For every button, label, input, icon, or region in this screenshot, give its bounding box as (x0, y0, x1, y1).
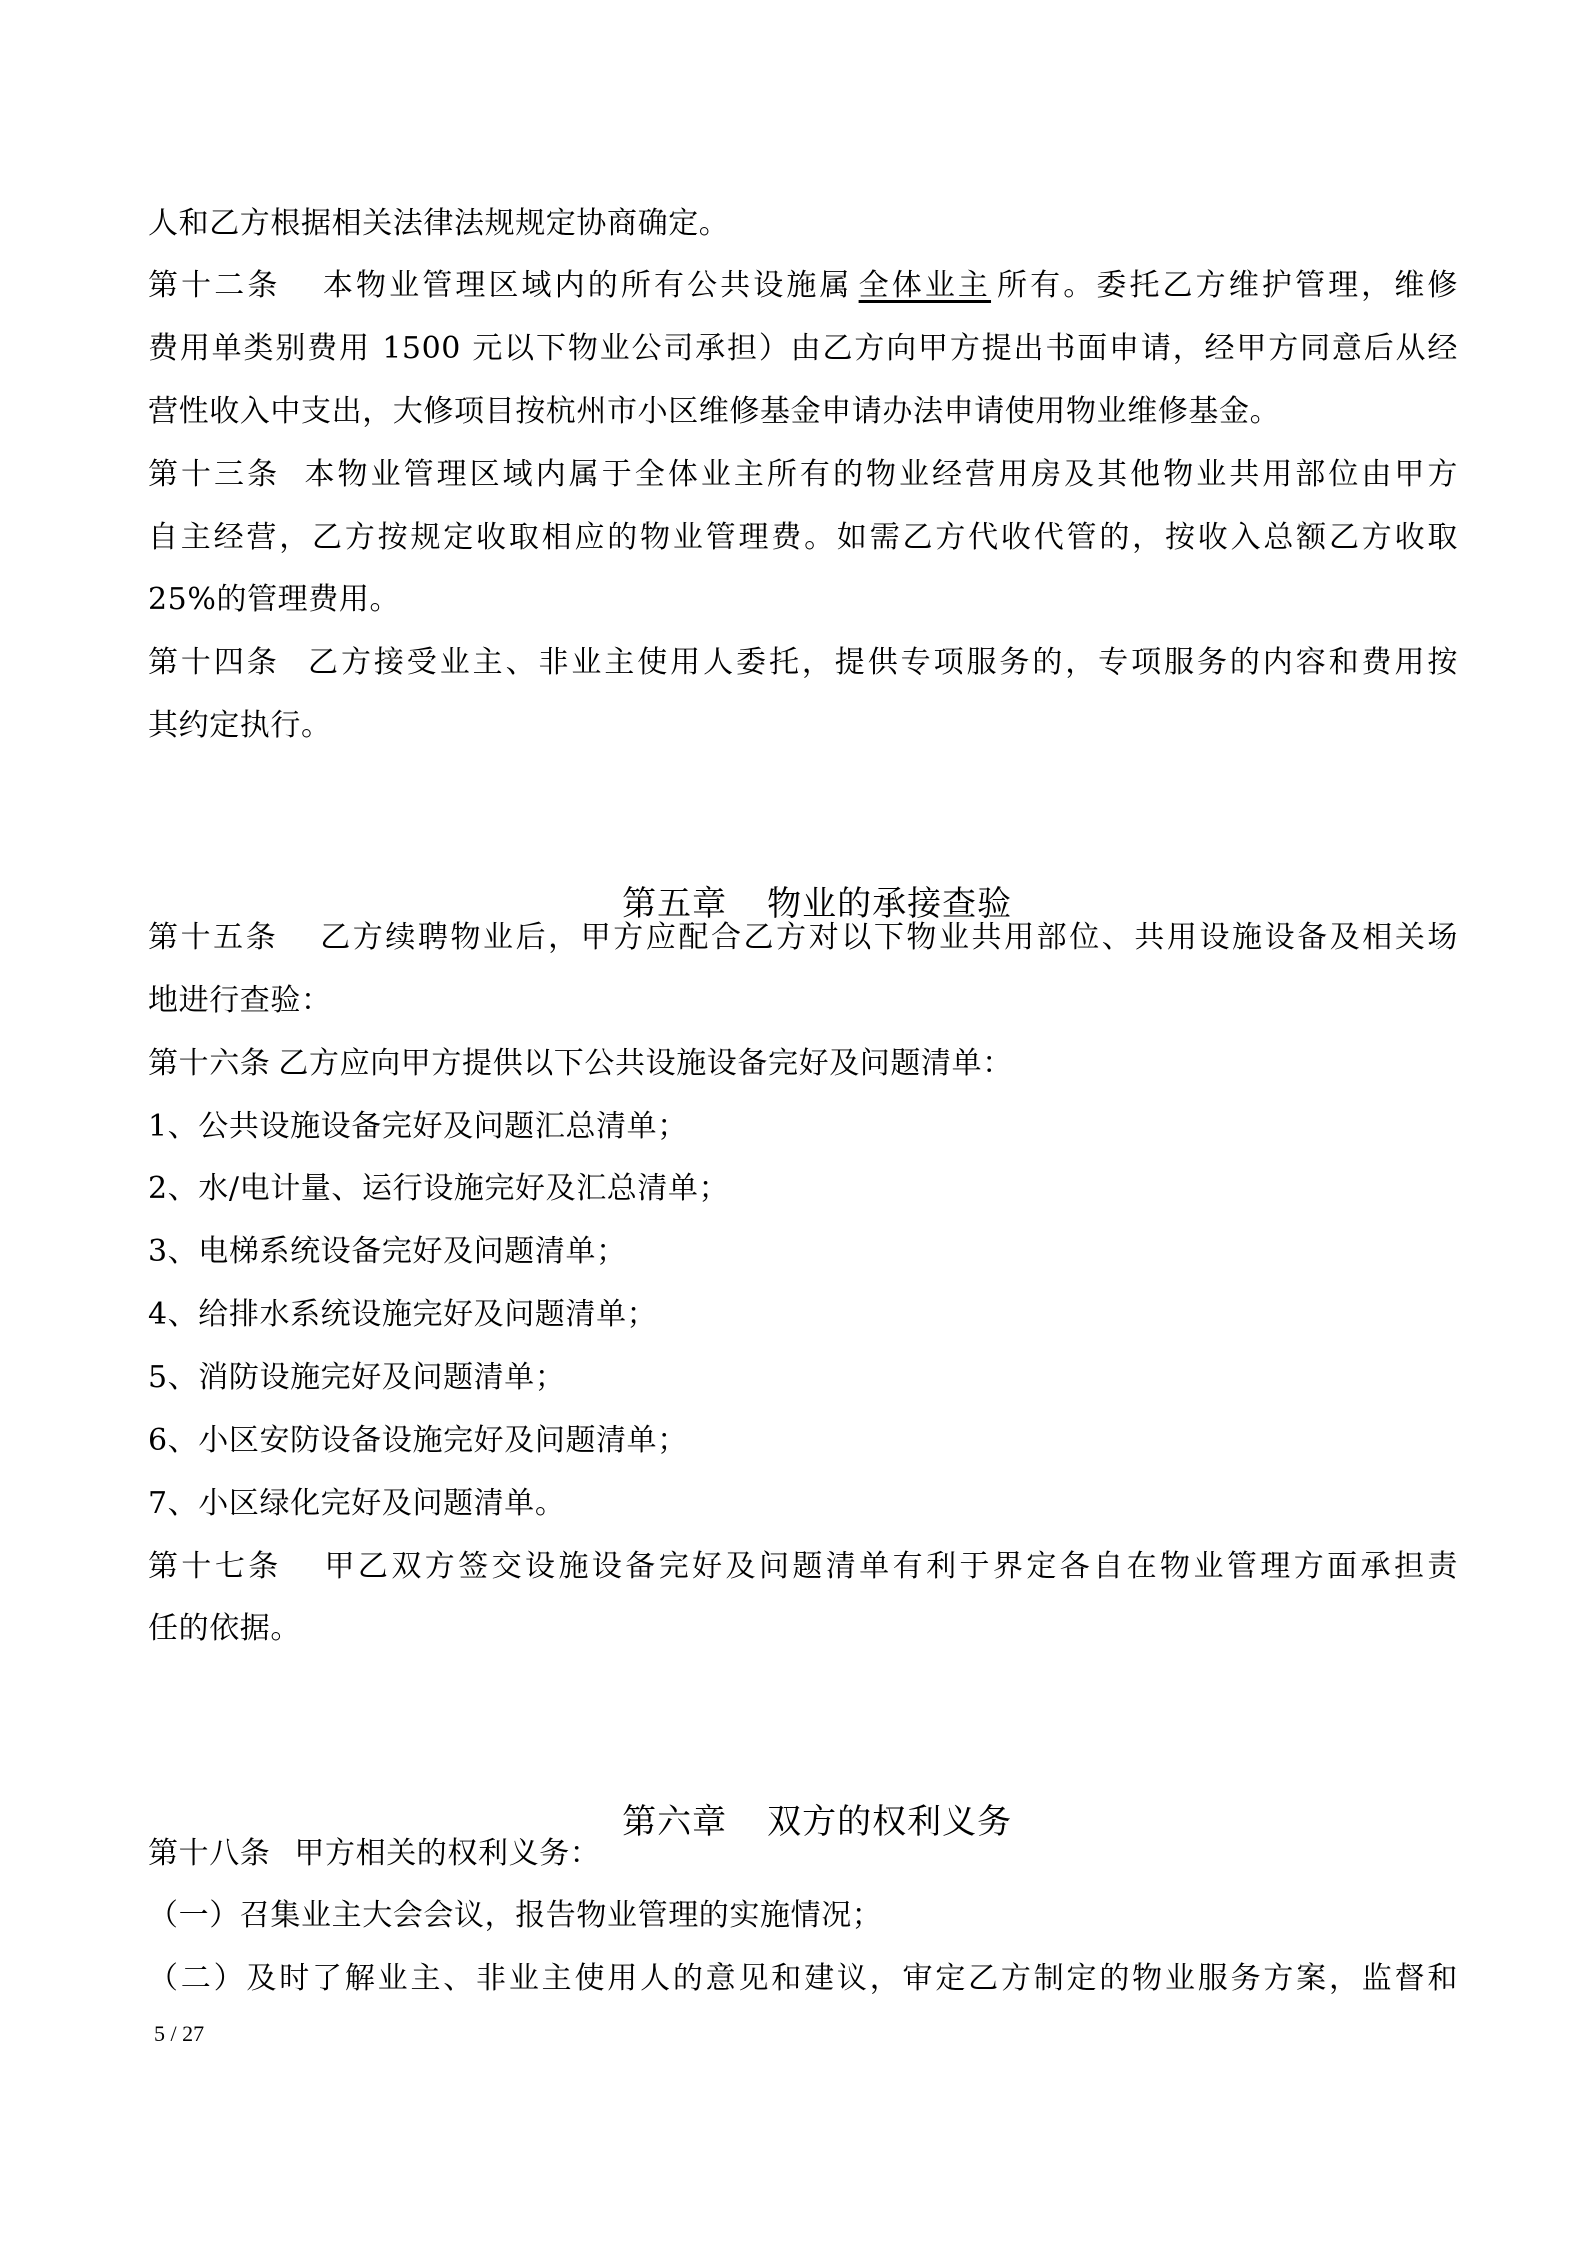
article-17-line-2: 任的依据。 (148, 1611, 301, 1646)
paragraph-continuation (148, 204, 1458, 244)
chapter-number: 第六章 (622, 1802, 728, 1842)
article-15-line-1 (148, 918, 1458, 958)
article-13-line-2: 自主经营，乙方按规定收取相应的物业管理费。如需乙方代收代管的，按收入总额乙方收取 (148, 520, 1458, 555)
chapter-title: 物业的承接查验 (767, 884, 1013, 924)
article-12-line-3: 营性收入中支出，大修项目按杭州市小区维修基金申请办法申请使用物业维修基金。 (148, 394, 1281, 429)
article-label: 第十七条 (148, 1549, 282, 1584)
article-16-line-1 (148, 1044, 1458, 1084)
article-label: 第十八条 (148, 1836, 271, 1871)
text-segment: 乙方应向甲方提供以下公共设施设备完好及问题清单： (278, 1046, 1013, 1081)
page-number: 5 / 27 (154, 2021, 205, 2046)
article-label: 第十三条 (148, 457, 281, 492)
text-segment: 本物业管理区域内属于全体业主所有的物业经营用房及其他物业共用部位由甲方 (302, 457, 1458, 492)
sub-clause: （一）召集业主大会会议，报告物业管理的实施情况； (148, 1898, 883, 1933)
article-label: 第十五条 (148, 920, 279, 955)
article-15-line-2: 地进行查验： (148, 983, 332, 1018)
article-13-line-3: 25%的管理费用。 (148, 582, 401, 617)
article-label: 第十二条 (148, 268, 281, 303)
article-14-line-1 (148, 643, 1458, 683)
text-segment: 乙方接受业主、非业主使用人委托，提供专项服务的，专项服务的内容和费用按 (305, 645, 1459, 680)
text-segment: 本物业管理区域内的所有公共设施属 (320, 268, 853, 303)
article-label: 第十六条 (148, 1046, 271, 1081)
text-line: 人和乙方根据相关法律法规规定协商确定。 (148, 206, 730, 241)
article-label: 第十四条 (148, 645, 280, 680)
chapter-number: 第五章 (622, 884, 728, 924)
list-item: 6、小区安防设备设施完好及问题清单； (148, 1423, 688, 1458)
article-17-line-1 (148, 1547, 1458, 1587)
list-item: 2、水/电计量、运行设施完好及汇总清单； (148, 1171, 730, 1206)
article-12-line-1 (148, 266, 1458, 306)
list-item: 5、消防设施完好及问题清单； (148, 1360, 566, 1395)
text-segment: 甲乙双方签交设施设备完好及问题清单有利于界定各自在物业管理方面承担责 (321, 1549, 1458, 1584)
text-segment: 所有。委托乙方维护管理，维修 (997, 268, 1458, 303)
article-12-line-2: 费用单类别费用 1500 元以下物业公司承担）由乙方向甲方提出书面申请，经甲方同意后从经 (148, 331, 1458, 366)
article-13-line-1 (148, 455, 1458, 495)
article-14-line-2: 其约定执行。 (148, 708, 332, 743)
list-item: 3、电梯系统设备完好及问题清单； (148, 1234, 627, 1269)
text-segment: 乙方续聘物业后，甲方应配合乙方对以下物业共用部位、共用设施设备及相关场 (318, 920, 1459, 955)
list-item: 4、给排水系统设施完好及问题清单； (148, 1297, 658, 1332)
list-item: 7、小区绿化完好及问题清单。 (148, 1486, 566, 1521)
sub-clause: （二）及时了解业主、非业主使用人的意见和建议，审定乙方制定的物业服务方案，监督和 (148, 1961, 1458, 1996)
list-item: 1、公共设施设备完好及问题汇总清单； (148, 1109, 688, 1144)
article-18-line-1 (148, 1834, 1458, 1874)
text-segment: 甲方相关的权利义务： (294, 1836, 601, 1871)
chapter-title: 双方的权利义务 (767, 1802, 1013, 1842)
underlined-term: 全体业主 (858, 268, 992, 303)
